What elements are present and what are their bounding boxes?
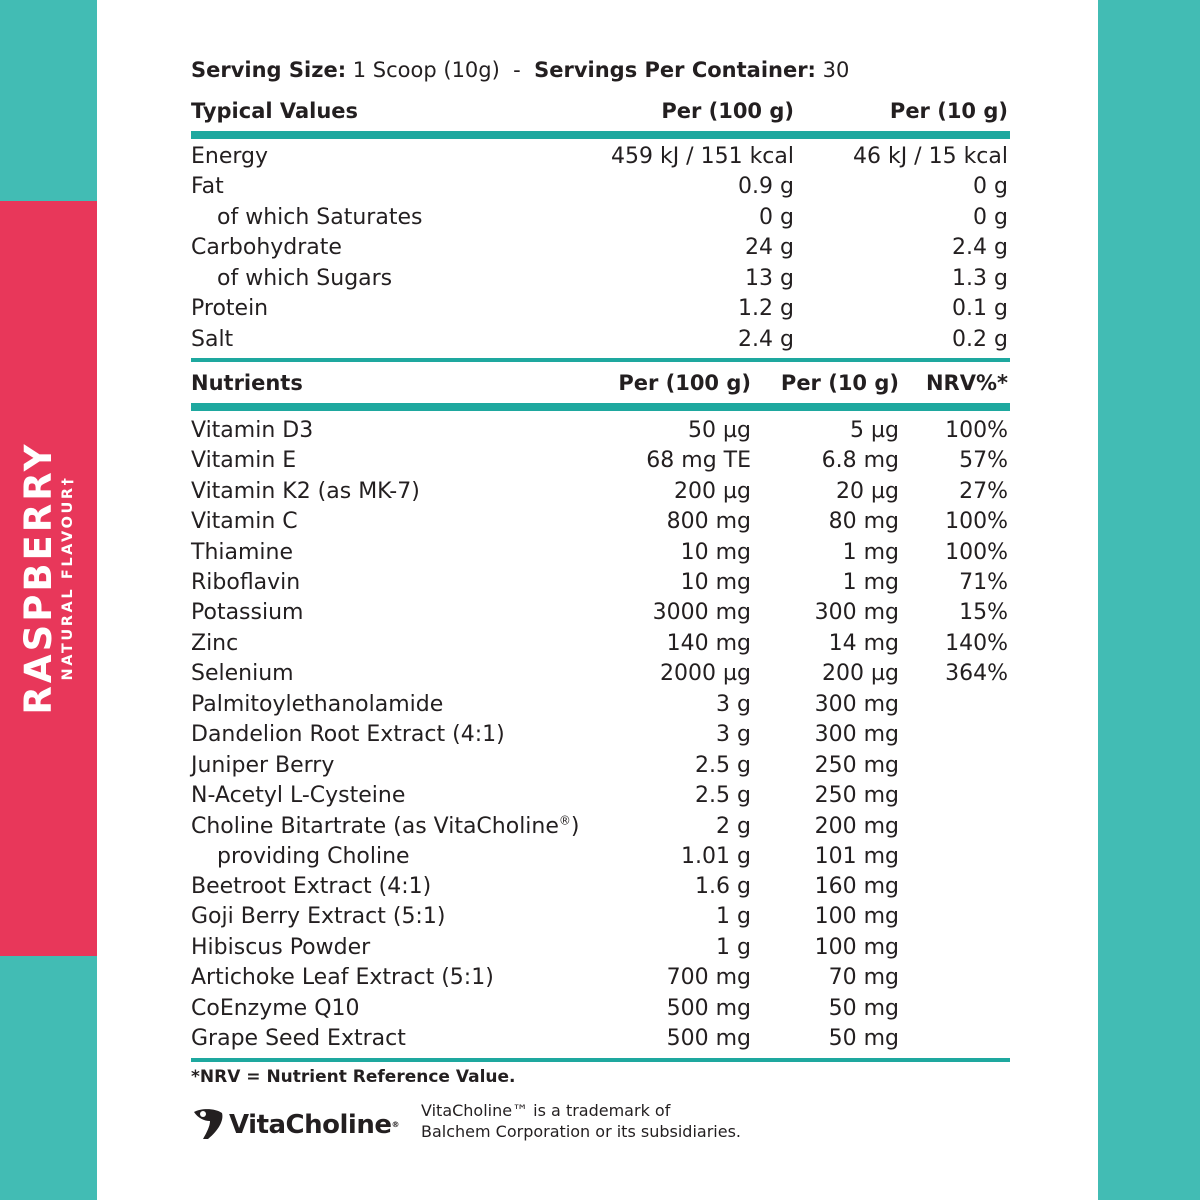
row-per-100g: 500 mg [666, 1026, 751, 1051]
row-label: of which Saturates [217, 205, 423, 230]
row-per-10g: 50 mg [828, 996, 899, 1021]
row-label-text: Choline Bitartrate (as VitaCholine [191, 814, 559, 839]
trademark-notice [421, 1100, 741, 1142]
header-rule [191, 131, 1010, 139]
row-per-100g: 2.5 g [695, 783, 751, 808]
row-per-100g: 2.4 g [738, 327, 794, 352]
row-per-100g: 3 g [716, 722, 751, 747]
row-nrv: 71% [959, 570, 1008, 595]
row-label: Thiamine [191, 540, 293, 565]
row-per-10g: 6.8 mg [821, 448, 899, 473]
row-per-10g: 101 mg [814, 844, 899, 869]
row-per-10g: 200 mg [814, 814, 899, 839]
serving-size-value: 1 Scoop (10g) - [346, 58, 535, 82]
header-per-100g: Per (100 g) [661, 99, 794, 123]
typical-values-header [191, 96, 1010, 126]
table-row [191, 507, 1010, 537]
table-row [191, 720, 1010, 750]
row-label: Hibiscus Powder [191, 935, 371, 960]
row-per-100g: 800 mg [666, 509, 751, 534]
table-row [191, 568, 1010, 598]
section-divider [191, 358, 1010, 362]
row-label: Goji Berry Extract (5:1) [191, 904, 446, 929]
row-per-10g: 0.1 g [952, 296, 1008, 321]
row-label: Potassium [191, 600, 304, 625]
row-per-10g: 300 mg [814, 600, 899, 625]
row-per-100g: 24 g [745, 235, 794, 260]
row-nrv: 100% [945, 418, 1008, 443]
table-row [191, 781, 1010, 811]
trademark-line-2: Balchem Corporation or its subsidiaries. [421, 1122, 741, 1141]
row-per-10g: 0 g [973, 174, 1008, 199]
flavour-name: RASPBERRY [17, 441, 60, 715]
row-label: Selenium [191, 661, 294, 686]
row-label: Energy [191, 144, 269, 169]
nutrients-header [191, 368, 1010, 398]
row-per-10g: 2.4 g [952, 235, 1008, 260]
row-label: Dandelion Root Extract (4:1) [191, 722, 505, 747]
serving-size-label: Serving Size: [191, 58, 347, 82]
row-label: Beetroot Extract (4:1) [191, 874, 432, 899]
table-row [191, 629, 1010, 659]
row-nrv: 57% [959, 448, 1008, 473]
header-rule [191, 403, 1010, 411]
row-per-100g: 700 mg [666, 965, 751, 990]
row-per-100g: 68 mg TE [646, 448, 751, 473]
row-label: N-Acetyl L-Cysteine [191, 783, 406, 808]
row-label: Artichoke Leaf Extract (5:1) [191, 965, 494, 990]
header-per-100g: Per (100 g) [618, 371, 751, 395]
registered-mark: ® [558, 813, 571, 828]
header-label: Nutrients [191, 371, 303, 395]
table-row [191, 902, 1010, 932]
table-row [191, 690, 1010, 720]
row-label: Carbohydrate [191, 235, 342, 260]
row-per-10g: 100 mg [814, 904, 899, 929]
row-per-10g: 1 mg [842, 570, 899, 595]
row-per-100g: 13 g [745, 266, 794, 291]
table-row [191, 142, 1010, 172]
row-label [191, 812, 580, 842]
row-per-100g: 0 g [759, 205, 794, 230]
row-per-100g: 3000 mg [652, 600, 751, 625]
row-per-100g: 10 mg [680, 540, 751, 565]
row-per-10g: 250 mg [814, 753, 899, 778]
row-per-100g: 50 µg [688, 418, 751, 443]
row-label: CoEnzyme Q10 [191, 996, 360, 1021]
row-per-100g: 2.5 g [695, 753, 751, 778]
table-row [191, 233, 1010, 263]
table-row [191, 1024, 1010, 1054]
logo-text: VitaCholine [229, 1110, 392, 1140]
row-label: Grape Seed Extract [191, 1026, 406, 1051]
table-row [191, 172, 1010, 202]
row-per-100g: 1 g [716, 935, 751, 960]
row-per-10g: 300 mg [814, 692, 899, 717]
row-label: providing Choline [217, 844, 410, 869]
row-per-10g: 5 µg [850, 418, 899, 443]
table-row [191, 477, 1010, 507]
row-nrv: 140% [945, 631, 1008, 656]
row-label: Zinc [191, 631, 239, 656]
row-label: Riboflavin [191, 570, 301, 595]
table-row [191, 842, 1010, 872]
trademark-line-1: VitaCholine™ is a trademark of [421, 1101, 671, 1120]
row-per-100g: 3 g [716, 692, 751, 717]
row-per-10g: 200 µg [822, 661, 899, 686]
row-per-100g: 0.9 g [738, 174, 794, 199]
row-per-10g: 300 mg [814, 722, 899, 747]
row-per-10g: 1.3 g [952, 266, 1008, 291]
row-per-100g: 500 mg [666, 996, 751, 1021]
row-per-10g: 1 mg [842, 540, 899, 565]
row-per-100g: 140 mg [666, 631, 751, 656]
row-label: Vitamin C [191, 509, 298, 534]
header-per-10g: Per (10 g) [889, 99, 1008, 123]
row-per-100g: 10 mg [680, 570, 751, 595]
row-per-10g: 50 mg [828, 1026, 899, 1051]
logo-registered-mark: ® [391, 1120, 399, 1129]
row-per-100g: 1 g [716, 904, 751, 929]
row-label: Fat [191, 174, 224, 199]
row-per-10g: 70 mg [828, 965, 899, 990]
table-row [191, 538, 1010, 568]
row-label: Protein [191, 296, 269, 321]
servings-per-container-value: 30 [815, 58, 850, 82]
table-row [191, 446, 1010, 476]
row-per-100g: 1.6 g [695, 874, 751, 899]
bottom-rule [191, 1058, 1010, 1062]
row-per-100g: 1.2 g [738, 296, 794, 321]
row-nrv: 364% [945, 661, 1008, 686]
row-per-10g: 14 mg [828, 631, 899, 656]
row-per-100g: 2 g [716, 814, 751, 839]
table-row [191, 659, 1010, 689]
right-teal-stripe [1098, 0, 1200, 1200]
table-row [191, 963, 1010, 993]
row-label: Palmitoylethanolamide [191, 692, 444, 717]
row-label: Vitamin K2 (as MK-7) [191, 479, 420, 504]
row-per-10g: 80 mg [828, 509, 899, 534]
table-row [191, 294, 1010, 324]
row-label: Vitamin E [191, 448, 297, 473]
row-per-10g: 20 µg [836, 479, 899, 504]
servings-per-container-label: Servings Per Container: [534, 58, 816, 82]
header-per-10g: Per (10 g) [780, 371, 899, 395]
row-label: Vitamin D3 [191, 418, 314, 443]
serving-info [191, 57, 849, 83]
row-nrv: 27% [959, 479, 1008, 504]
row-nrv: 15% [959, 600, 1008, 625]
row-per-100g: 200 µg [674, 479, 751, 504]
flavour-subtitle: NATURAL FLAVOUR† [60, 475, 76, 681]
table-row [191, 325, 1010, 355]
nrv-footnote: *NRV = Nutrient Reference Value. [191, 1067, 516, 1087]
row-label: Juniper Berry [191, 753, 335, 778]
table-row [191, 416, 1010, 446]
row-per-10g: 0 g [973, 205, 1008, 230]
row-per-100g: 2000 µg [660, 661, 751, 686]
header-nrv: NRV%* [925, 371, 1008, 395]
row-nrv: 100% [945, 509, 1008, 534]
table-row [191, 872, 1010, 902]
row-label: Salt [191, 327, 234, 352]
table-row [191, 203, 1010, 233]
vitacholine-wordmark [229, 1109, 399, 1141]
table-row [191, 751, 1010, 781]
row-per-10g: 0.2 g [952, 327, 1008, 352]
table-row [191, 812, 1010, 842]
table-row [191, 933, 1010, 963]
table-row [191, 264, 1010, 294]
row-per-10g: 100 mg [814, 935, 899, 960]
table-row [191, 598, 1010, 628]
flavour-label [19, 441, 77, 714]
row-per-100g: 1.01 g [681, 844, 751, 869]
row-per-10g: 46 kJ / 15 kcal [852, 144, 1008, 169]
row-label-close: ) [570, 814, 580, 839]
table-row [191, 994, 1010, 1024]
row-label: of which Sugars [217, 266, 393, 291]
row-per-10g: 160 mg [814, 874, 899, 899]
header-label: Typical Values [191, 99, 359, 123]
row-per-10g: 250 mg [814, 783, 899, 808]
vitacholine-logo-icon [191, 1106, 225, 1146]
row-nrv: 100% [945, 540, 1008, 565]
row-per-100g: 459 kJ / 151 kcal [610, 144, 794, 169]
